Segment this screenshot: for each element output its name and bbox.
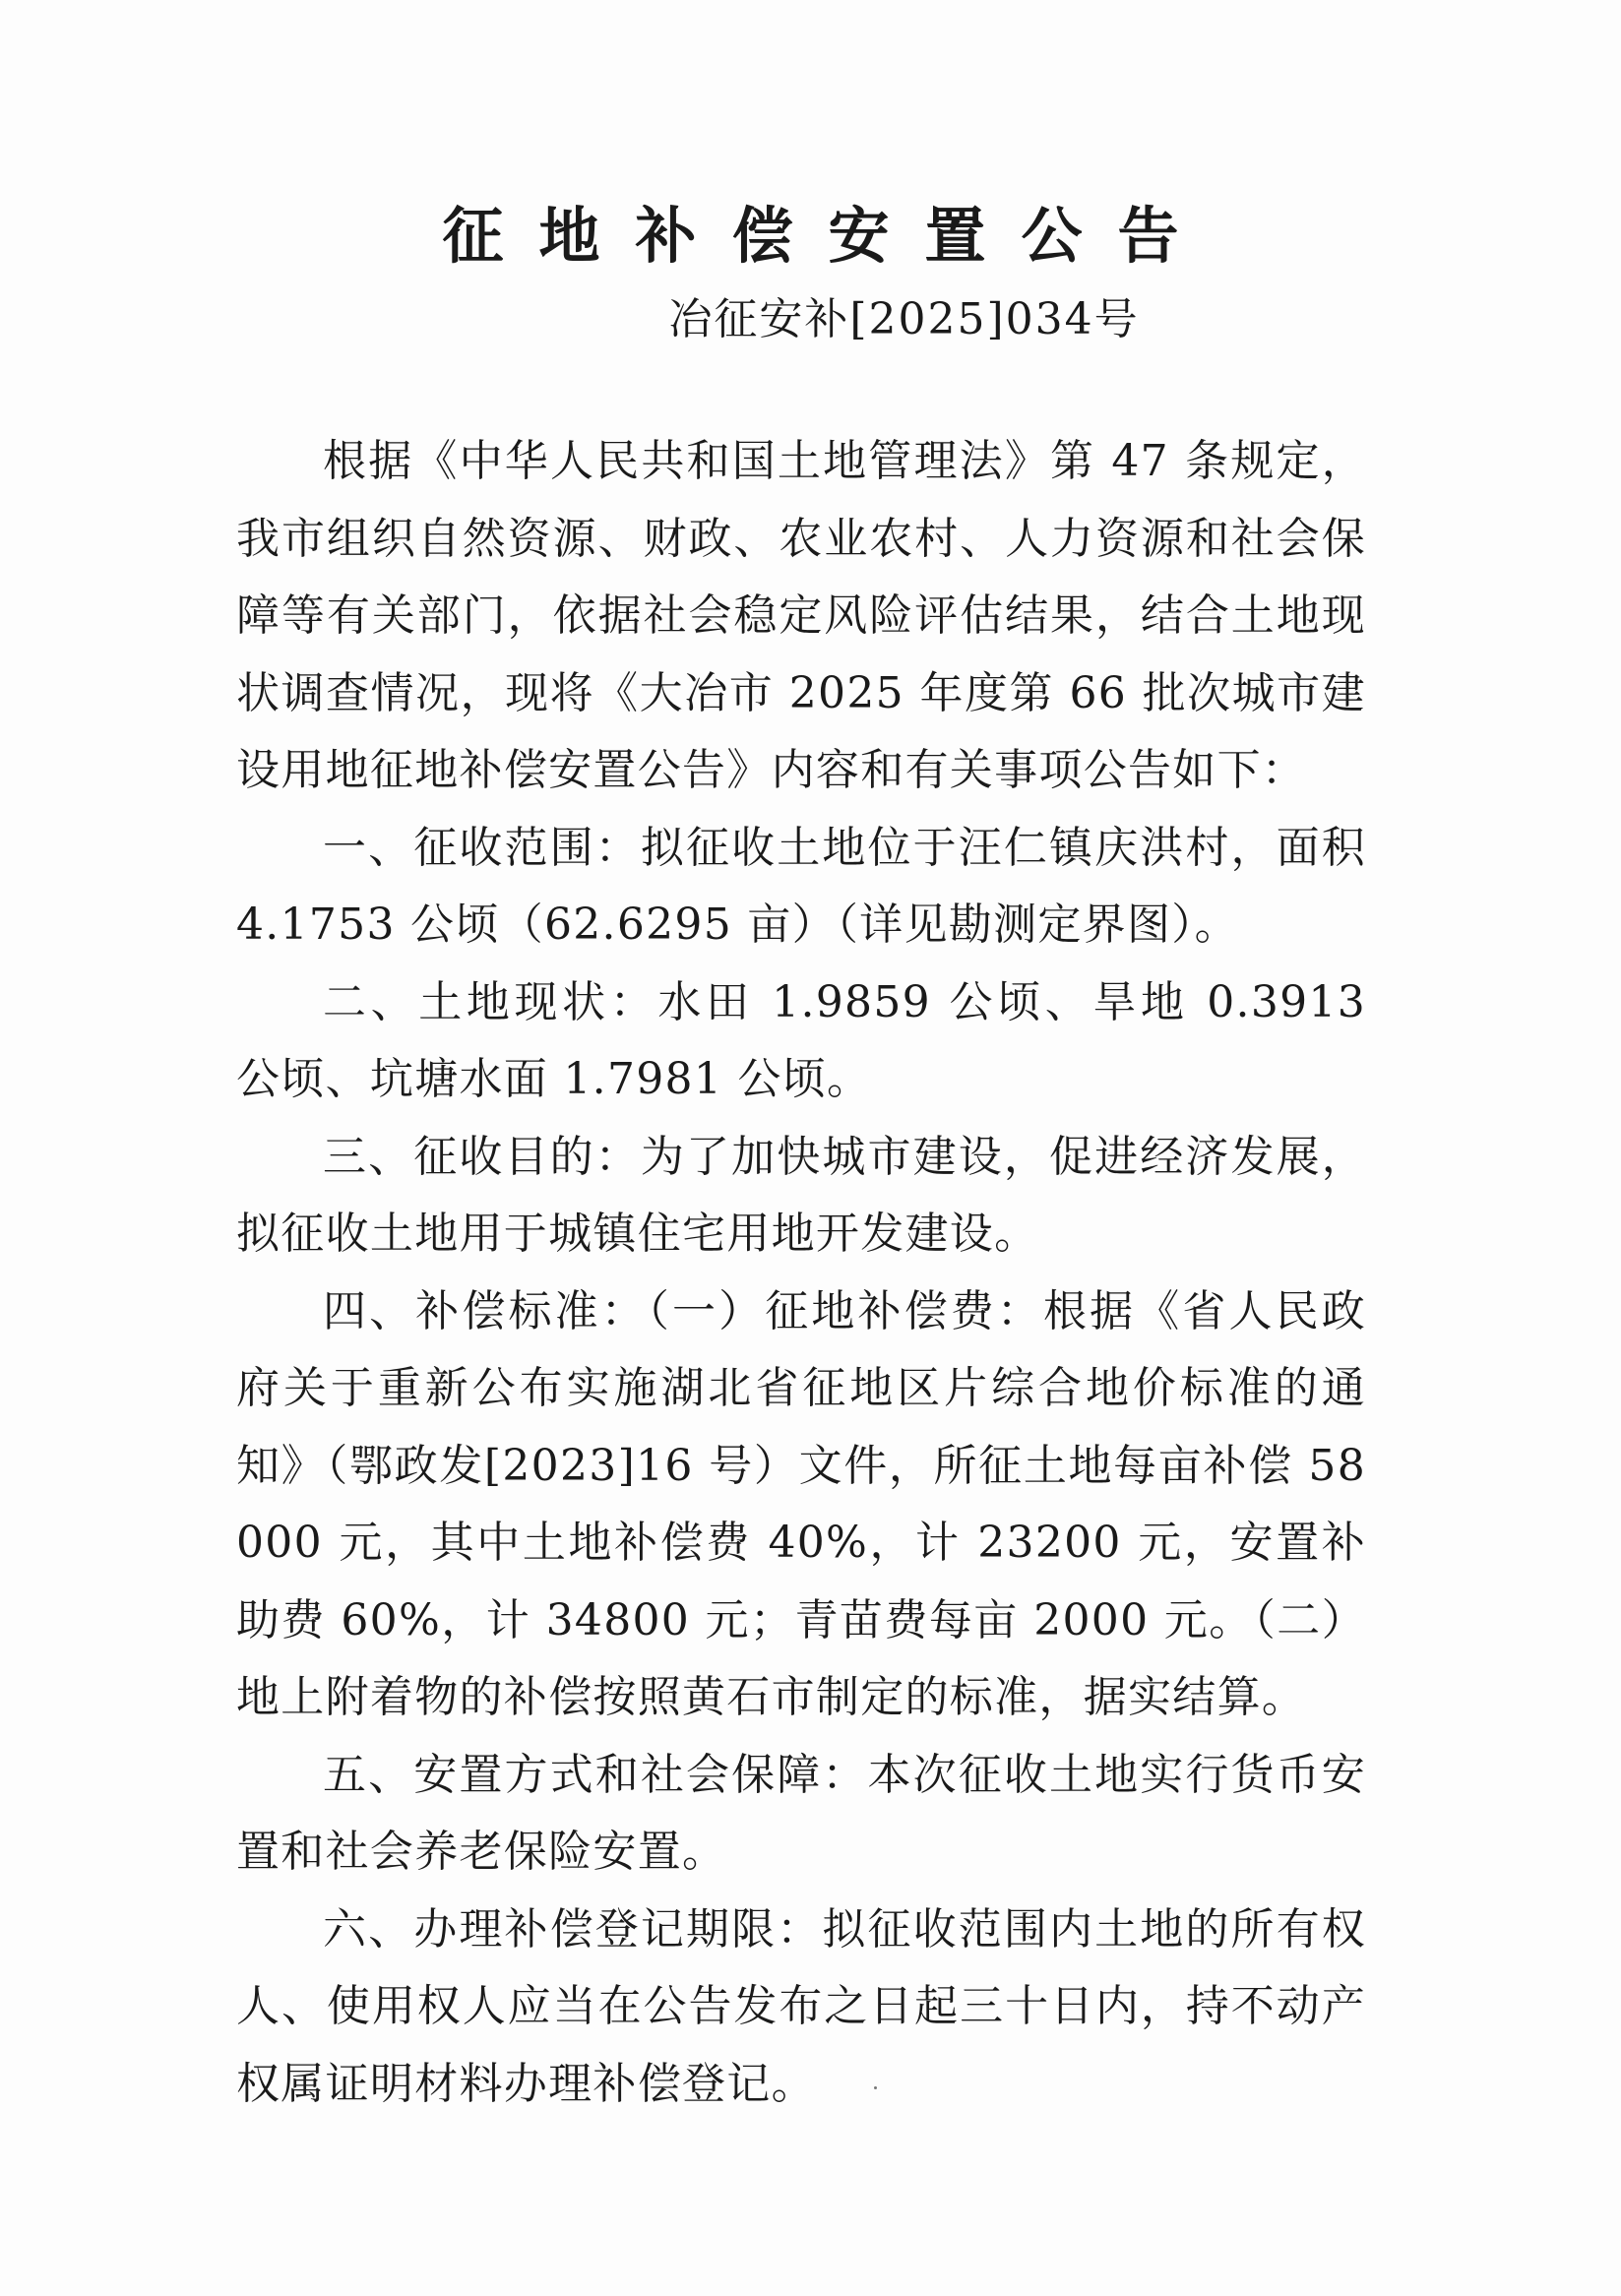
paragraph-land-status: 二、土地现状：水田 1.9859 公顷、旱地 0.3913 公顷、坑塘水面 1.7981 公顷。 [236,976,1366,1104]
scan-speck [874,2086,877,2089]
paragraph-compensation: 四、补偿标准：（一）征地补偿费：根据《省人民政府关于重新公布实施湖北省征地区片综合地价标准的通知》（鄂政发[2023]16 号）文件，所征土地每亩补偿 58000 元，其中土地补偿费 40%，计 23200 元，安置补助费 60%，计 34800 元；青苗费每亩 2000 元。（二）地上附着物的补偿按照黄石市制定的标准，据实结算。 [236,1285,1366,1722]
paragraph-scope: 一、征收范围：拟征收土地位于汪仁镇庆洪村，面积 4.1753 公顷（62.6295 亩）（详见勘测定界图）。 [236,822,1366,950]
paragraph-resettlement: 五、安置方式和社会保障：本次征收土地实行货币安置和社会养老保险安置。 [236,1749,1366,1877]
paragraph-registration: 六、办理补偿登记期限：拟征收范围内土地的所有权人、使用权人应当在公告发布之日起三十日内，持不动产权属证明材料办理补偿登记。 [236,1903,1366,2109]
document-number: 冶征安补[2025]034号 [668,294,1140,344]
paragraph-intro: 根据《中华人民共和国土地管理法》第 47 条规定，我市组织自然资源、财政、农业农村、人力资源和社会保障等有关部门，依据社会稳定风险评估结果，结合土地现状调查情况，现将《大冶市 2025 年度第 66 批次城市建设用地征地补偿安置公告》内容和有关事项公告如下： [236,436,1366,795]
document-body [236,423,1366,2123]
paragraph-purpose: 三、征收目的：为了加快城市建设，促进经济发展，拟征收土地用于城镇住宅用地开发建设。 [236,1131,1366,1259]
document-title: 征地补偿安置公告 [442,200,1215,272]
